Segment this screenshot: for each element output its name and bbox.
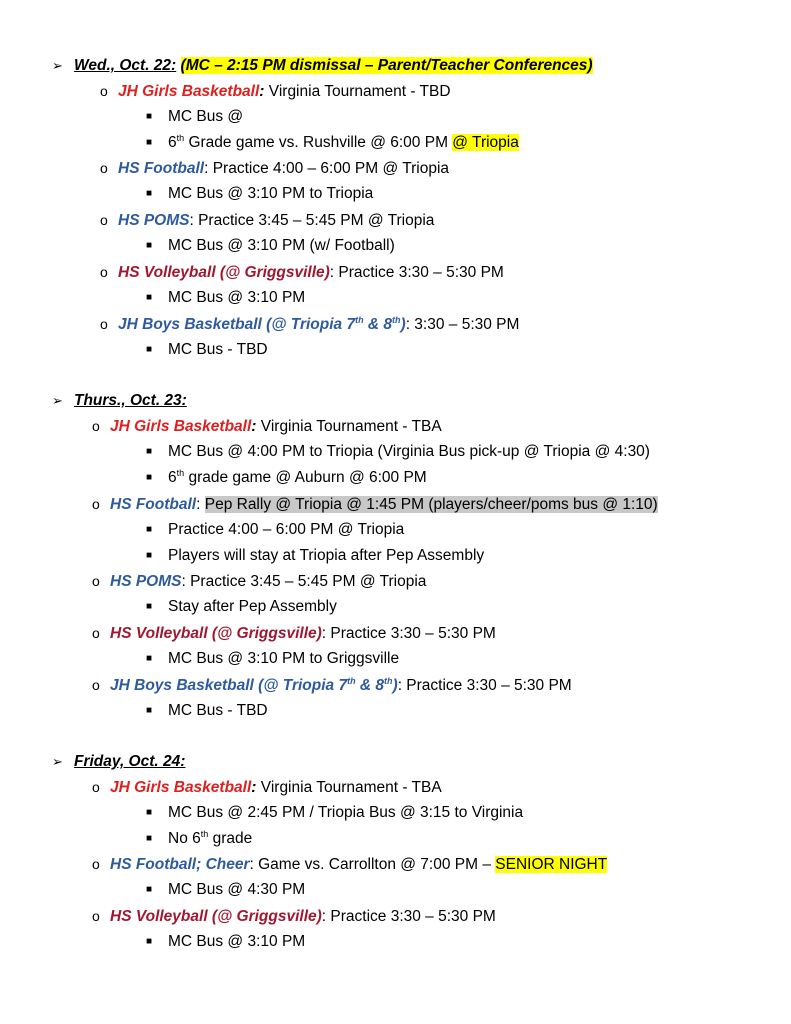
square-bullet-icon: ■ xyxy=(146,344,153,355)
circle-bullet-icon: o xyxy=(100,83,108,99)
square-bullet-icon: ■ xyxy=(146,137,153,148)
sub-item: ■ MC Bus @ 3:10 PM to Griggsville xyxy=(146,650,400,667)
circle-bullet-icon: o xyxy=(100,212,108,228)
sub-item: ■ MC Bus - TBD xyxy=(146,341,268,358)
team-name: HS Volleyball (@ Griggsville) xyxy=(110,625,322,642)
sub-item: ■ MC Bus @ xyxy=(146,108,244,125)
circle-bullet-icon: o xyxy=(100,264,108,280)
square-bullet-icon: ■ xyxy=(146,292,153,303)
square-bullet-icon: ■ xyxy=(146,550,153,561)
sub-item: ■ MC Bus @ 2:45 PM / Triopia Bus @ 3:15 to Virginia xyxy=(146,804,524,821)
square-bullet-icon: ■ xyxy=(146,524,153,535)
circle-bullet-icon: o xyxy=(100,160,108,176)
circle-bullet-icon: o xyxy=(92,856,100,872)
list-item: o JH Boys Basketball (@ Triopia 7th & 8th): Practice 3:30 – 5:30 PM xyxy=(92,675,572,694)
sub-item: ■ Players will stay at Triopia after Pep Assembly xyxy=(146,547,485,564)
circle-bullet-icon: o xyxy=(92,496,100,512)
sub-item: ■ MC Bus - TBD xyxy=(146,702,268,719)
sub-item: ■ MC Bus @ 3:10 PM to Triopia xyxy=(146,185,374,202)
circle-bullet-icon: o xyxy=(92,908,100,924)
sub-item: ■ MC Bus @ 4:30 PM xyxy=(146,881,306,898)
team-name: HS POMS xyxy=(118,212,190,229)
team-name: HS Volleyball (@ Griggsville) xyxy=(118,264,330,281)
list-item: o HS POMS: Practice 3:45 – 5:45 PM @ Triopia xyxy=(92,573,427,590)
sub-item: ■ Practice 4:00 – 6:00 PM @ Triopia xyxy=(146,521,405,538)
circle-bullet-icon: o xyxy=(92,418,100,434)
pep-rally-note: Pep Rally @ Triopia @ 1:45 PM (players/cheer/poms bus @ 1:10) xyxy=(204,496,658,513)
day-header-wed: ➢ Wed., Oct. 22: (MC – 2:15 PM dismissal – Parent/Teacher Conferences) xyxy=(52,56,593,77)
sub-item: ■ MC Bus @ 3:10 PM xyxy=(146,933,306,950)
square-bullet-icon: ■ xyxy=(146,884,153,895)
day-header-thu: ➢ Thurs., Oct. 23: xyxy=(52,391,187,412)
team-name: JH Boys Basketball (@ Triopia 7th & 8th) xyxy=(118,314,406,333)
square-bullet-icon: ■ xyxy=(146,111,153,122)
circle-bullet-icon: o xyxy=(92,625,100,641)
square-bullet-icon: ■ xyxy=(146,601,153,612)
list-item: o JH Girls Basketball: Virginia Tournament - TBA xyxy=(92,418,442,435)
team-name: JH Girls Basketball xyxy=(110,779,252,796)
list-item: o HS Football: Practice 4:00 – 6:00 PM @ Triopia xyxy=(100,160,450,177)
square-bullet-icon: ■ xyxy=(146,446,153,457)
team-name: HS POMS xyxy=(110,573,182,590)
team-name: JH Girls Basketball xyxy=(110,418,252,435)
team-name: HS Football xyxy=(118,160,205,177)
list-item: o HS Football: Pep Rally @ Triopia @ 1:45 PM (players/cheer/poms bus @ 1:10) xyxy=(92,496,658,513)
circle-bullet-icon: o xyxy=(92,573,100,589)
list-item: o HS POMS: Practice 3:45 – 5:45 PM @ Triopia xyxy=(100,212,435,229)
dismissal-note: (MC – 2:15 PM dismissal – Parent/Teacher Conferences) xyxy=(180,57,593,74)
sub-item: ■ No 6th grade xyxy=(146,828,253,847)
sub-item: ■ MC Bus @ 4:00 PM to Triopia (Virginia Bus pick-up @ Triopia @ 4:30) xyxy=(146,443,650,460)
arrow-bullet-icon: ➢ xyxy=(52,394,63,409)
list-item: o JH Boys Basketball (@ Triopia 7th & 8th): 3:30 – 5:30 PM xyxy=(100,314,520,333)
team-name: JH Girls Basketball xyxy=(118,83,260,100)
square-bullet-icon: ■ xyxy=(146,833,153,844)
square-bullet-icon: ■ xyxy=(146,936,153,947)
list-item: o HS Volleyball (@ Griggsville): Practice 3:30 – 5:30 PM xyxy=(100,264,504,281)
sub-item: ■ MC Bus @ 3:10 PM xyxy=(146,289,306,306)
team-name: HS Volleyball (@ Griggsville) xyxy=(110,908,322,925)
square-bullet-icon: ■ xyxy=(146,188,153,199)
sub-item: ■ Stay after Pep Assembly xyxy=(146,598,337,615)
circle-bullet-icon: o xyxy=(92,779,100,795)
list-item: o JH Girls Basketball: Virginia Tournament - TBD xyxy=(100,83,451,100)
square-bullet-icon: ■ xyxy=(146,705,153,716)
sub-item: ■ 6th Grade game vs. Rushville @ 6:00 PM @ Triopia xyxy=(146,132,519,151)
day-header-fri: ➢ Friday, Oct. 24: xyxy=(52,752,185,773)
square-bullet-icon: ■ xyxy=(146,472,153,483)
circle-bullet-icon: o xyxy=(92,677,100,693)
team-name: HS Football; Cheer xyxy=(110,856,250,873)
list-item: o JH Girls Basketball: Virginia Tournament - TBA xyxy=(92,779,442,796)
team-name: JH Boys Basketball (@ Triopia 7th & 8th) xyxy=(110,675,398,694)
item-text: Virginia Tournament - TBD xyxy=(264,83,451,100)
square-bullet-icon: ■ xyxy=(146,807,153,818)
circle-bullet-icon: o xyxy=(100,316,108,332)
list-item: o HS Volleyball (@ Griggsville): Practice 3:30 – 5:30 PM xyxy=(92,625,496,642)
team-name: HS Football xyxy=(110,496,197,513)
list-item: o HS Volleyball (@ Griggsville): Practice 3:30 – 5:30 PM xyxy=(92,908,496,925)
square-bullet-icon: ■ xyxy=(146,653,153,664)
sub-item: ■ MC Bus @ 3:10 PM (w/ Football) xyxy=(146,237,395,254)
arrow-bullet-icon: ➢ xyxy=(52,755,63,770)
arrow-bullet-icon: ➢ xyxy=(52,59,63,74)
list-item: o HS Football; Cheer: Game vs. Carrollton @ 7:00 PM – SENIOR NIGHT xyxy=(92,856,608,873)
sub-item: ■ 6th grade game @ Auburn @ 6:00 PM xyxy=(146,467,427,486)
square-bullet-icon: ■ xyxy=(146,240,153,251)
